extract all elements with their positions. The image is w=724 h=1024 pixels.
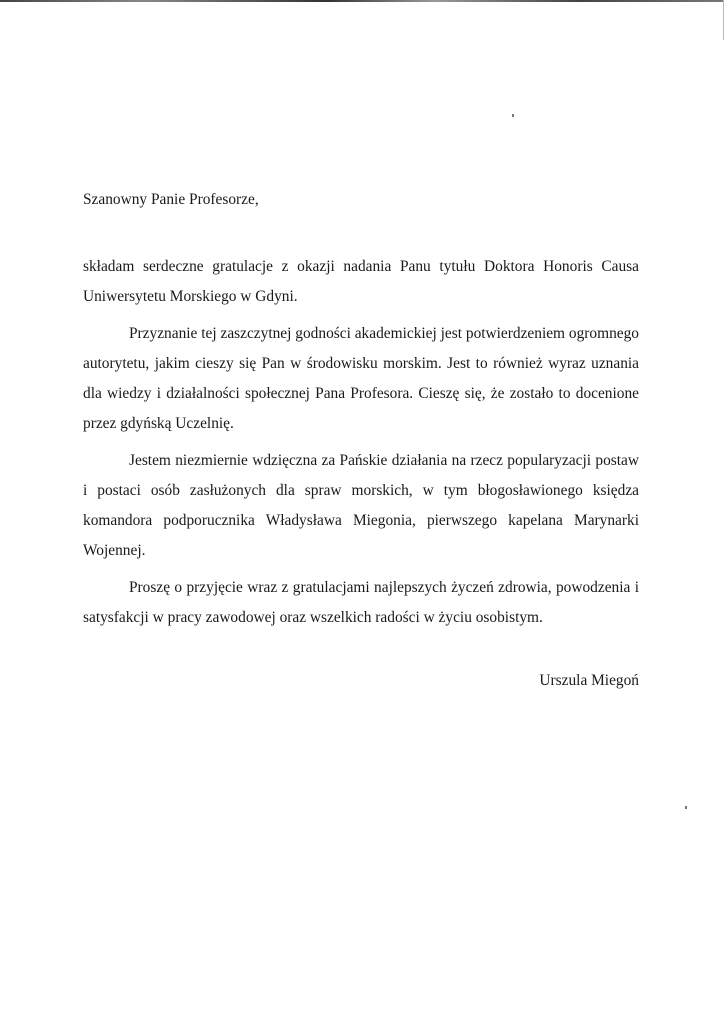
scan-top-edge [0, 0, 724, 2]
paragraph-recognition: Przyznanie tej zaszczytnej godności akademickiej jest potwierdzeniem ogromnego autorytetu, jakim cieszy się Pan w środowisku morskim. Jest to również wyraz uznania dla wiedzy i działalności społecznej Pana Profesora. Cieszę się, że zostało to docenione przez gdyńską Uczelnię. [83, 325, 639, 432]
paragraph-wishes: Proszę o przyjęcie wraz z gratulacjami najlepszych życzeń zdrowia, powodzenia i satysfakcji w pracy zawodowej oraz wszelkich radości w życiu osobistym. [83, 579, 639, 626]
paragraph-gratitude: Jestem niezmiernie wdzięczna za Pańskie działania na rzecz popularyzacji postaw i postaci osób zasłużonych dla spraw morskich, w tym błogosławionego księdza komandora podporucznika Władysława Miegonia, pierwszego kapelana Marynarki Wojennej. [83, 452, 639, 559]
salutation: Szanowny Panie Profesorze, [83, 191, 259, 208]
signature: Urszula Miegoń [539, 672, 639, 689]
scan-speck [512, 114, 514, 117]
letter-body [83, 185, 639, 711]
scan-speck [685, 806, 687, 809]
paragraph-congratulations: składam serdeczne gratulacje z okazji nadania Panu tytułu Doktora Honoris Causa Uniwersytetu Morskiego w Gdyni. [83, 258, 639, 305]
